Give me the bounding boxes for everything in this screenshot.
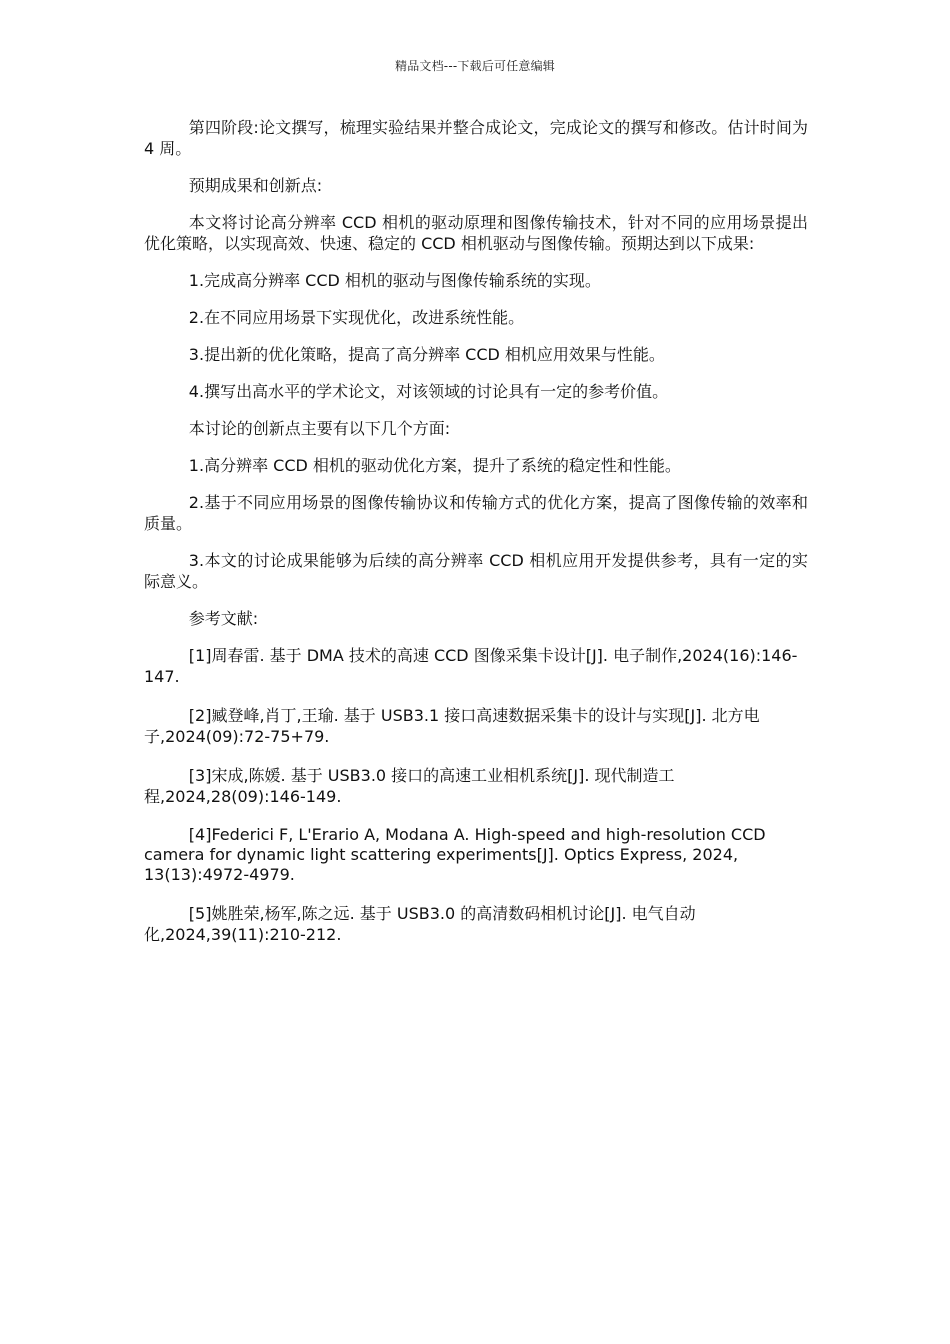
paragraph-result-3: 3.提出新的优化策略，提高了高分辨率 CCD 相机应用效果与性能。: [188, 345, 665, 364]
paragraph-expected-results-intro: 本文将讨论高分辨率 CCD 相机的驱动原理和图像传输技术，针对不同的应用场景提出优化策略，以实现高效、快速、稳定的 CCD 相机驱动与图像传输。预期达到以下成果:: [144, 213, 808, 253]
reference-item-3: [3]宋成,陈媛. 基于 USB3.0 接口的高速工业相机系统[J]. 现代制造工程,2024,28(09):146-149.: [144, 766, 675, 806]
paragraph-references-heading: 参考文献:: [188, 609, 259, 628]
paragraph-expected-results-heading: 预期成果和创新点:: [188, 176, 323, 195]
reference-item-4: [4]Federici F, L'Erario A, Modana A. High-speed and high-resolution CCD camera for dynamic light scattering experiments[J]. Optics Express, 2024, 13(13):4972-4979.: [144, 825, 766, 884]
paragraph-innovation-2: 2.基于不同应用场景的图像传输协议和传输方式的优化方案，提高了图像传输的效率和质量。: [144, 493, 808, 533]
paragraph-stage-four: 第四阶段:论文撰写，梳理实验结果并整合成论文，完成论文的撰写和修改。估计时间为 4 周。: [144, 118, 808, 158]
paragraph-result-2: 2.在不同应用场景下实现优化，改进系统性能。: [188, 308, 525, 327]
paragraph-result-4: 4.撰写出高水平的学术论文，对该领域的讨论具有一定的参考价值。: [188, 382, 669, 401]
page-header: 精品文档---下载后可任意编辑: [395, 59, 555, 73]
reference-item-5: [5]姚胜荣,杨军,陈之远. 基于 USB3.0 的高清数码相机讨论[J]. 电气自动化,2024,39(11):210-212.: [144, 904, 696, 944]
paragraph-innovation-3: 3.本文的讨论成果能够为后续的高分辨率 CCD 相机应用开发提供参考，具有一定的实际意义。: [144, 551, 808, 591]
paragraph-result-1: 1.完成高分辨率 CCD 相机的驱动与图像传输系统的实现。: [188, 271, 601, 290]
paragraph-innovation-heading: 本讨论的创新点主要有以下几个方面:: [188, 419, 451, 438]
paragraph-innovation-1: 1.高分辨率 CCD 相机的驱动优化方案，提升了系统的稳定性和性能。: [188, 456, 681, 475]
reference-item-2: [2]臧登峰,肖丁,王瑜. 基于 USB3.1 接口高速数据采集卡的设计与实现[J]. 北方电子,2024(09):72-75+79.: [144, 706, 760, 746]
reference-item-1: [1]周春雷. 基于 DMA 技术的高速 CCD 图像采集卡设计[J]. 电子制作,2024(16):146-147.: [144, 646, 798, 686]
document-body: [144, 117, 808, 963]
